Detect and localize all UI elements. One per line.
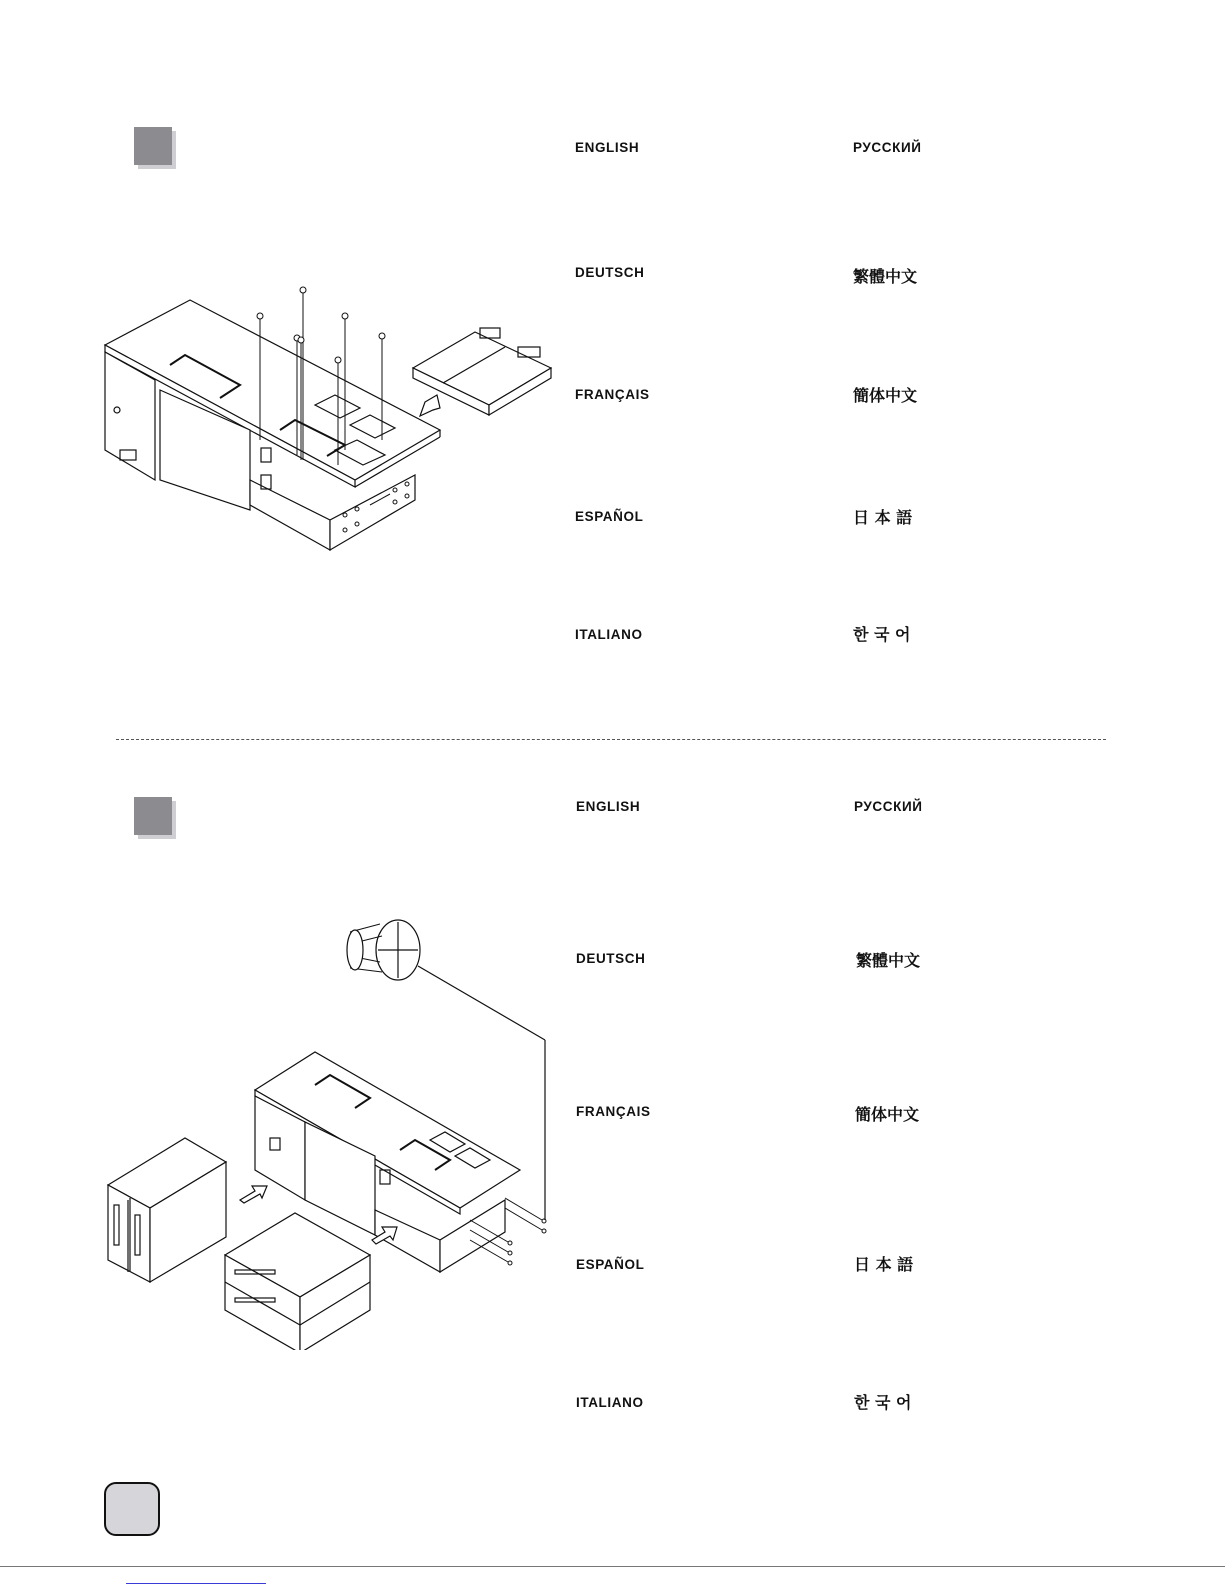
lang-english-2: ENGLISH <box>576 799 641 814</box>
lang-traditional-chinese-2: 繁體中文 <box>856 951 921 970</box>
optical-drive-install-illustration <box>100 910 560 1350</box>
lang-italiano-2: ITALIANO <box>576 1395 644 1410</box>
lang-english-1: ENGLISH <box>575 140 640 155</box>
footer-link-underline[interactable] <box>126 1583 266 1584</box>
lang-deutsch-2: DEUTSCH <box>576 951 646 966</box>
lang-espanol-2: ESPAÑOL <box>576 1257 645 1272</box>
lang-korean-1: 한 국 어 <box>853 625 911 644</box>
lang-traditional-chinese-1: 繁體中文 <box>853 267 918 286</box>
lang-simplified-chinese-2: 簡体中文 <box>855 1105 920 1124</box>
lang-japanese-2: 日 本 語 <box>854 1255 914 1274</box>
ssd-bracket <box>413 332 551 405</box>
insert-arrow-left <box>240 1186 267 1203</box>
lang-espanol-1: ESPAÑOL <box>575 509 644 524</box>
step-2-marker <box>134 797 172 835</box>
cage-lower-box-2 <box>375 1210 440 1272</box>
lang-italiano-1: ITALIANO <box>575 627 643 642</box>
ssd-tray-install-illustration <box>95 280 575 570</box>
lang-simplified-chinese-1: 簡体中文 <box>853 386 918 405</box>
section-divider <box>116 739 1106 740</box>
lang-deutsch-1: DEUTSCH <box>575 265 645 280</box>
footer-rule <box>0 1566 1225 1567</box>
lang-russian-1: РУССКИЙ <box>853 140 922 155</box>
lang-francais-1: FRANÇAIS <box>575 387 650 402</box>
insert-arrow <box>420 395 440 416</box>
step-1-marker <box>134 127 172 165</box>
lang-russian-2: РУССКИЙ <box>854 799 923 814</box>
cage-lower-box <box>250 480 330 550</box>
lang-korean-2: 한 국 어 <box>854 1393 912 1412</box>
lang-japanese-1: 日 本 語 <box>853 508 913 527</box>
lang-francais-2: FRANÇAIS <box>576 1104 651 1119</box>
page-number-tab <box>104 1482 160 1536</box>
